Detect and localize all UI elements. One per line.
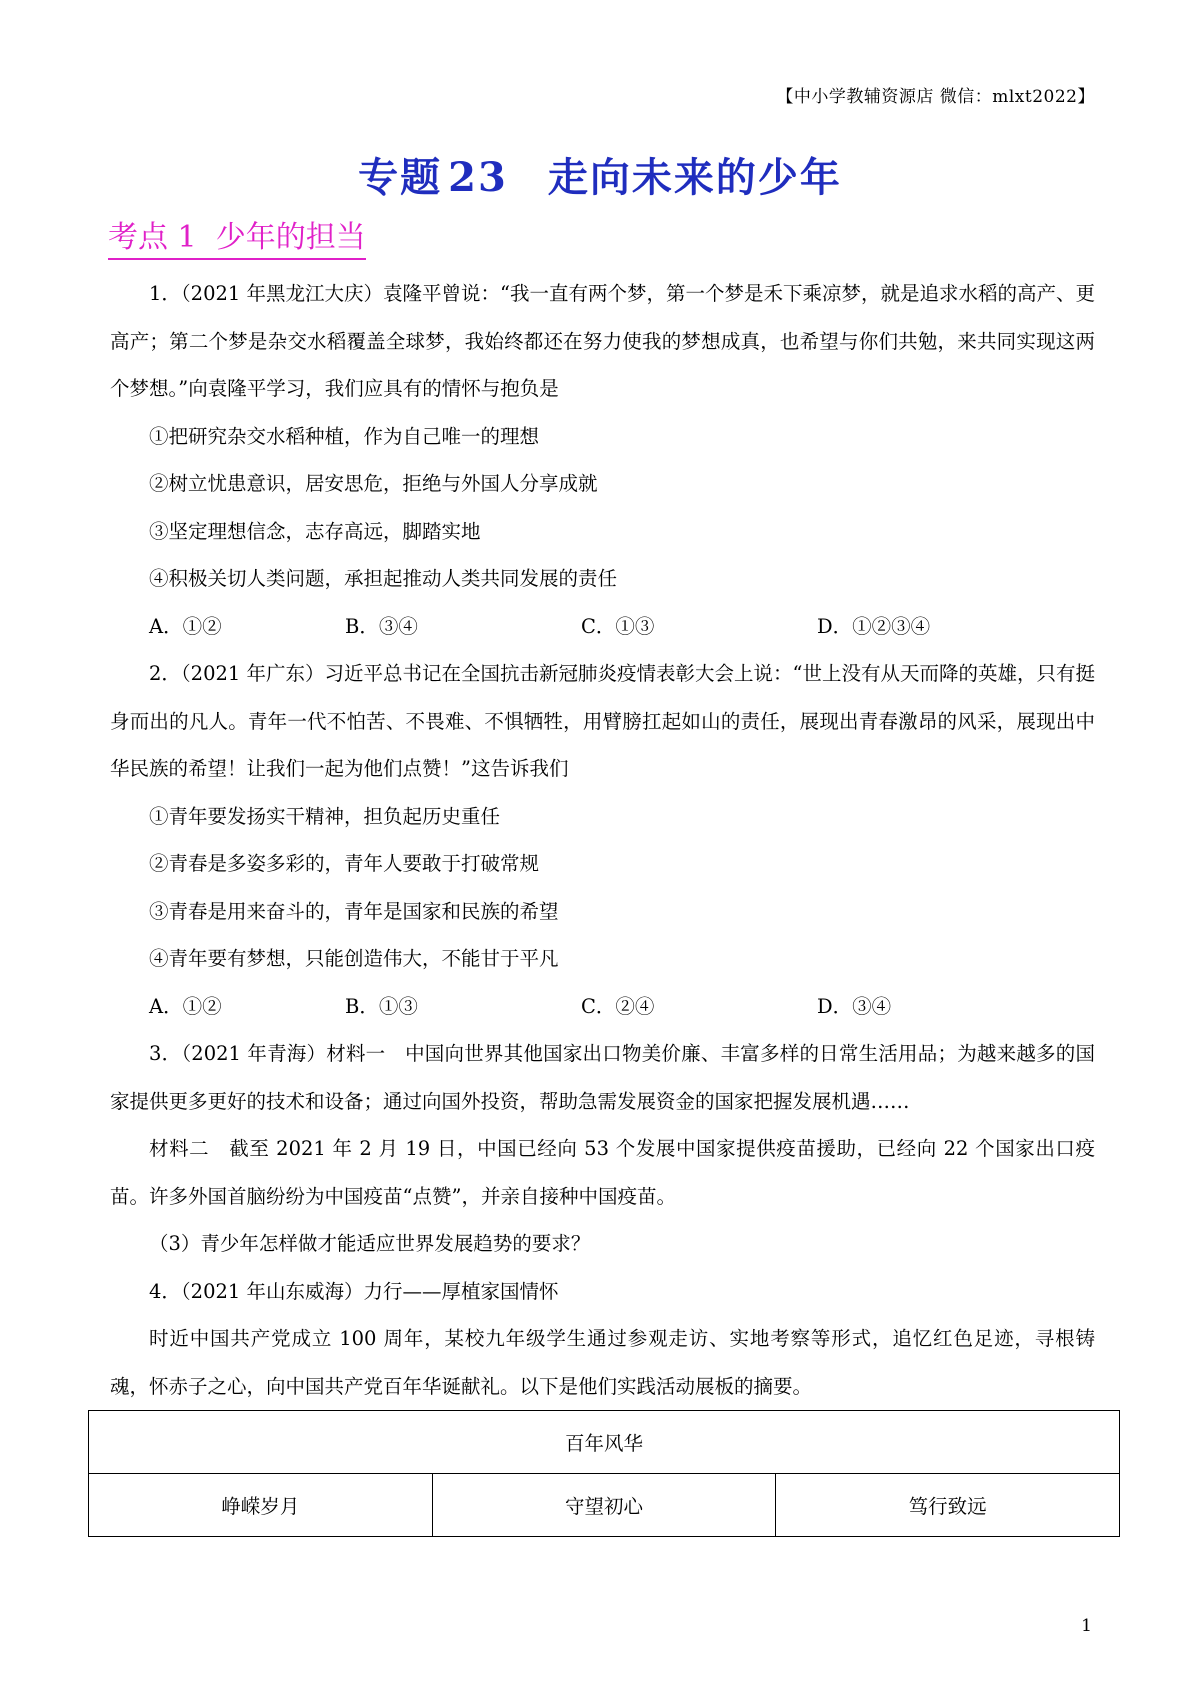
q3-question: （3）青少年怎样做才能适应世界发展趋势的要求？ [149,1232,591,1255]
title-topic: 走向未来的少年 [547,154,842,201]
q2-item: ②青春是多姿多彩的，青年人要敢于打破常规 [149,852,540,875]
q4-intro: 时近中国共产党成立 100 周年，某校九年级学生通过参观走访、实地考察等形式，追忆红色足迹，寻根铸魂，怀赤子之心，向中国共产党百年华诞献礼。以下是他们实践活动展板的摘要。 [110,1327,1095,1398]
q1-stem: 1．（2021 年黑龙江大庆）袁隆平曾说：“我一直有两个梦，第一个梦是禾下乘凉梦，就是追求水稻的高产、更高产；第二个梦是杂交水稻覆盖全球梦，我始终都还在努力使我的梦想成真，也希望与你们共勉，来共同实现这两个梦想。”向袁隆平学习，我们应具有的情怀与抱负是 [110,282,1095,400]
q3-material1: 3．（2021 年青海）材料一 中国向世界其他国家出口物美价廉、丰富多样的日常生活用品；为越来越多的国家提供更多更好的技术和设备；通过向国外投资，帮助急需发展资金的国家把握发展机遇…… [110,1042,1095,1113]
q2-option-a: A．①② [149,994,222,1018]
q3-material2: 材料二 截至 2021 年 2 月 19 日，中国已经向 53 个发展中国家提供疫苗援助，已经向 22 个国家出口疫苗。许多外国首脑纷纷为中国疫苗“点赞”，并亲自接种中国疫苗。 [110,1137,1095,1208]
page-title [0,146,1200,203]
page-number: 1 [1081,1616,1092,1636]
q2-option-d: D．③④ [817,994,892,1018]
q1-option-c: C．①③ [581,614,655,638]
question-content [110,270,1095,1410]
table-header-cell: 百年风华 [89,1411,1120,1474]
activity-board-table [88,1410,1120,1537]
q1-item: ④积极关切人类问题，承担起推动人类共同发展的责任 [149,567,618,590]
q2-item: ①青年要发扬实干精神，担负起历史重任 [149,804,501,828]
table-cell: 笃行致远 [776,1474,1120,1537]
q4-title: 4．（2021 年山东威海）力行——厚植家国情怀 [149,1279,559,1303]
q1-option-a: A．①② [149,614,222,638]
q1-option-d: D．①②③④ [817,614,931,638]
q1-item: ②树立忧患意识，居安思危，拒绝与外国人分享成就 [149,472,598,495]
q2-option-c: C．②④ [581,994,655,1018]
q2-item: ③青春是用来奋斗的，青年是国家和民族的希望 [149,899,559,923]
q1-option-b: B．③④ [345,614,418,638]
table-row [89,1411,1120,1474]
title-number: 23 [448,154,508,201]
q1-options [110,603,1095,651]
q2-item: ④青年要有梦想，只能创造伟大，不能甘于平凡 [149,947,559,970]
q2-option-b: B．①③ [345,994,418,1018]
q1-item: ③坚定理想信念，志存高远，脚踏实地 [149,519,481,543]
header-note: 【中小学教辅资源店 微信：mlxt2022】 [776,87,1095,107]
table-cell: 守望初心 [432,1474,776,1537]
table-row [89,1474,1120,1537]
q1-item: ①把研究杂交水稻种植，作为自己唯一的理想 [149,424,540,448]
table-cell: 峥嵘岁月 [89,1474,433,1537]
q2-options [110,983,1095,1031]
section-heading: 考点 1 少年的担当 [108,220,366,260]
title-prefix: 专题 [358,154,443,201]
q2-stem: 2．（2021 年广东）习近平总书记在全国抗击新冠肺炎疫情表彰大会上说：“世上没有从天而降的英雄，只有挺身而出的凡人。青年一代不怕苦、不畏难、不惧牺牲，用臂膀扛起如山的责任，展现出青春激昂的风采，展现出中华民族的希望！让我们一起为他们点赞！”这告诉我们 [110,662,1095,780]
